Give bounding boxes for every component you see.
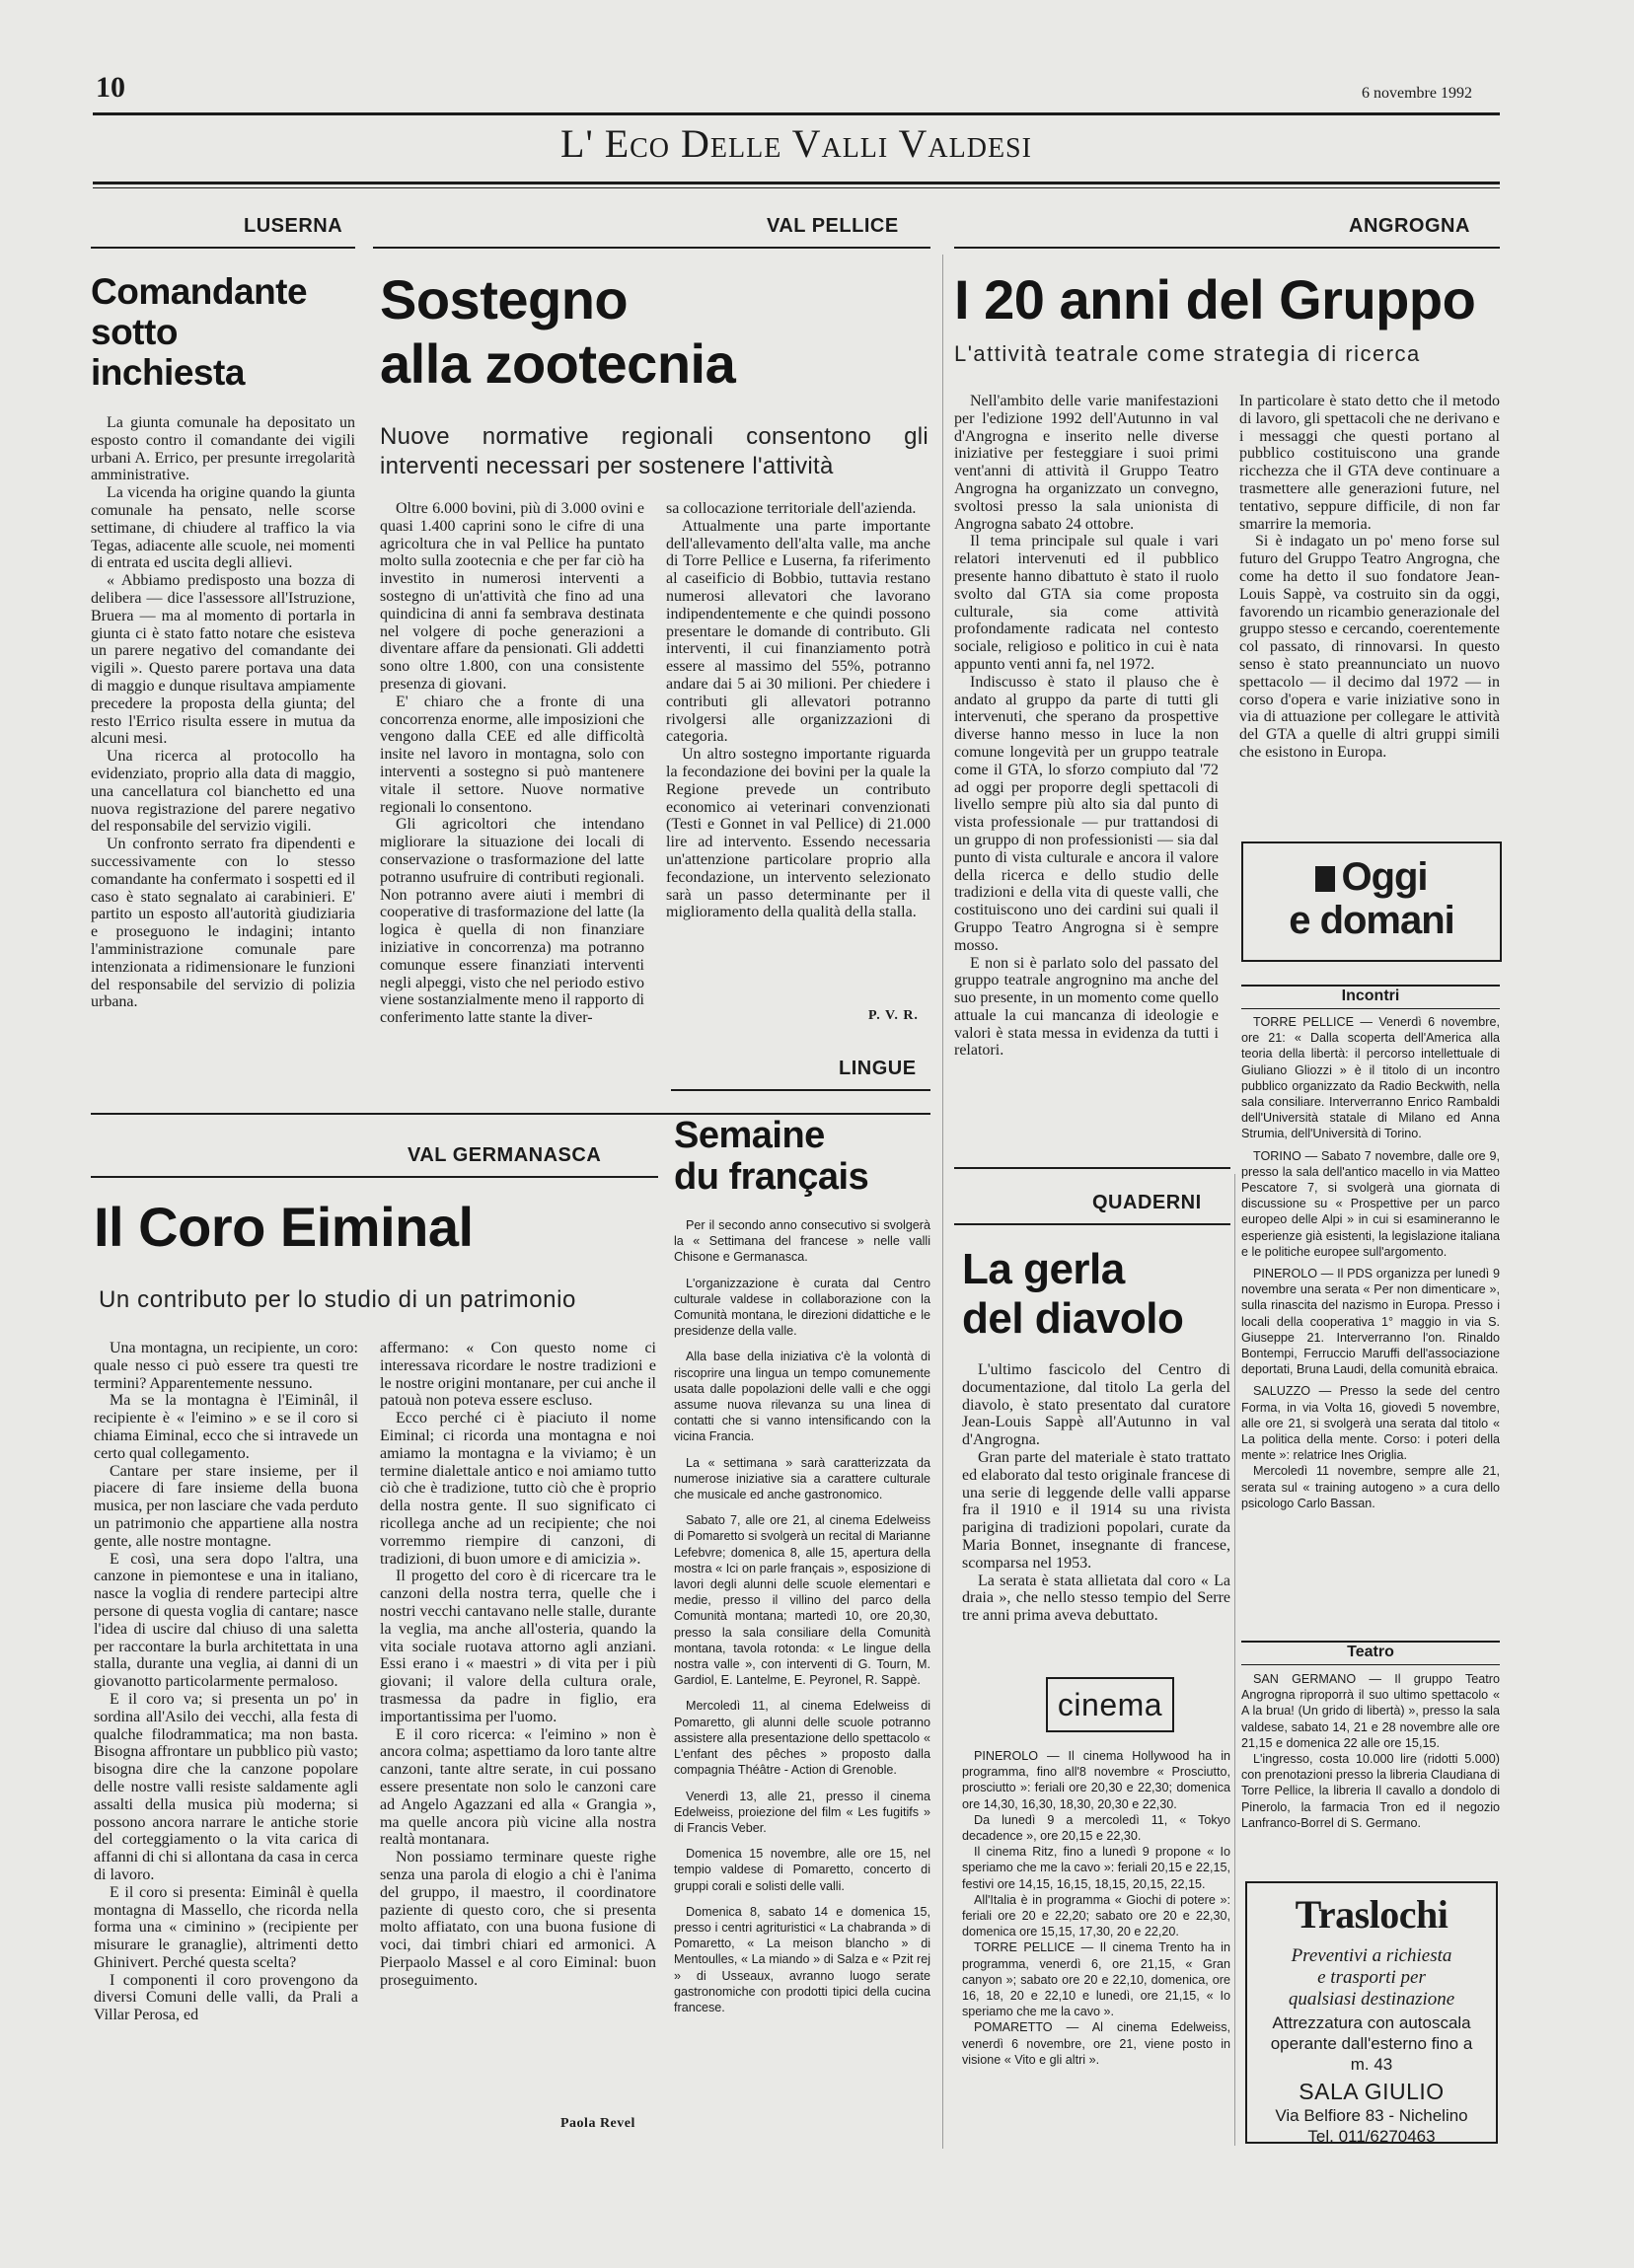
- traslochi-line: Attrezzatura con autoscala: [1272, 2013, 1471, 2032]
- coro-paragraph: Non possiamo terminare queste righe senza una parola di elogio a chi è l'anima del gruppo, il maestro, il coordinatore paziente di questo coro, che si presenta molto affiatato, con una buona fusione di voci, dai timbri chiari ed armonici. A Pierpaolo Massel e al coro Eiminal: buon proseguimento.: [380, 1849, 656, 1989]
- gerla-headline-line2: del diavolo: [962, 1294, 1184, 1343]
- gerla-paragraph: Gran parte del materiale è stato trattato ed elaborato dal testo originale francese di una serie di leggende delle valli apparse fra il 1910 e il 1914 su una rivista parigina di tradizioni popolari, curate da Maria Bonnet, insegnante di francese, scomparsa nel 1953.: [962, 1448, 1230, 1572]
- gruppo-paragraph: Si è indagato un po' meno forse sul futuro del Gruppo Teatro Angrogna, che come ha detto il suo fondatore Jean-Louis Sappè, va costruito sin da oggi, favorendo un ricambio generazionale del gruppo stesso e cercando, coerentemente col passato, di rinnovarsi. In questo senso è stato preannunciato un nuovo spettacolo — il decimo dal 1972 — in corso d'opera e varie iniziative sono in via di attuazione per collegare le attività del GTA a quelle di altri gruppi simili che esistono in Europa.: [1239, 533, 1500, 761]
- cinema-list: [962, 1748, 1230, 2068]
- rule-luserna: [91, 247, 355, 249]
- cinema-item: Da lunedì 9 a mercoledì 11, « Tokyo decadence », ore 20,15 e 22,30.: [962, 1812, 1230, 1844]
- cinema-title: cinema: [1057, 1687, 1163, 1722]
- section-angrogna: ANGROGNA: [1349, 215, 1470, 237]
- zootecnia-paragraph: Gli agricoltori che intendano migliorare la situazione dei locali di conservazione o trasformazione del latte potranno usufruire di contributi regionali. Non potranno avere aiuti i membri di cooperative di trasformazione del latte (la logica è quella di non finanziare iniziative in concorrenza) ma potranno comunque essere finanziati interventi negli alpeggi, visto che nel periodo estivo viene sostanzialmente meno il rapporto di conferimento latte stante la diver-: [380, 816, 644, 1027]
- traslochi-ad: [1245, 1881, 1498, 2144]
- semaine-headline-line2: du français: [674, 1156, 869, 1198]
- traslochi-line: operante dall'esterno fino a: [1270, 2034, 1473, 2053]
- teatro-rule-top: [1241, 1641, 1500, 1643]
- semaine-paragraph: Per il secondo anno consecutivo si svolgerà la « Settimana del francese » nelle valli Chisone e Germanasca.: [674, 1218, 930, 1265]
- issue-date: 6 novembre 1992: [1362, 85, 1472, 102]
- cinema-item: TORRE PELLICE — Il cinema Trento ha in programma, venerdì 6, ore 21,15, « Gran canyon »; sabato ore 20 e 22,10, domenica, ore 16, 18, 20 e 22,10 e lunedì, ore 21,15, « Io speriamo che me la cavo ».: [962, 1940, 1230, 2019]
- incontri-item: PINEROLO — Il PDS organizza per lunedì 9 novembre una serata « Per non dimenticare », sulla rinascita del nazismo in Europa. Presso i locali della cooperativa 1° maggio in via S. Giuseppe 21. Interverranno l'on. Rinaldo Bontempi, Ferruccio Maruffi dell'associazione deportati, Bruna Laudi, della comunità ebraica.: [1241, 1267, 1500, 1377]
- incontri-header: Incontri: [1341, 988, 1400, 1004]
- zootecnia-paragraph: Oltre 6.000 bovini, più di 3.000 ovini e quasi 1.400 caprini sono le cifre di una agricoltura che in val Pellice ha puntato molto sulla zootecnia e che per far ciò ha investito in numerosi interventi a sostegno di un'attività che fino ad una quindicina di anni fa sembrava destinata nel volgere di poche generazioni a diventare affare da pensionati. Gli addetti sono oltre 1.800, con una consistente presenza di giovani.: [380, 500, 644, 693]
- coro-paragraph: E così, una sera dopo l'altra, una canzone in piemontese e una in italiano, nasce la voglia di rendere partecipi altre persone di questa voglia di cantare; nasce l'idea di uscire dal chiuso di una saletta per raccontare la burla architettata in una stalla, durante una veglia, ai danni di un giovanotto particolarmente permaloso.: [94, 1550, 358, 1691]
- column-rule: [942, 255, 943, 2149]
- zootecnia-signature: P. V. R.: [868, 1008, 919, 1023]
- zootecnia-paragraph: E' chiaro che a fronte di una concorrenza enorme, alle imposizioni che vengono dalla CEE ed alle difficoltà insite nel lavoro in montagna, solo con interventi a sostegno si può mantenere vitale il settore. Nuove normative regionali lo consentono.: [380, 693, 644, 816]
- incontri-item: TORINO — Sabato 7 novembre, dalle ore 9, presso la sala dell'antico macello in via Matteo Pescatore 7, si svolgerà una giornata di discussione su « Prospettive per un parco europeo delle Alpi » in cui si esamineranno le esperienze già esistenti, la legislazione italiana e le politiche europee sull'argomento.: [1241, 1148, 1500, 1259]
- gerla-paragraph: La serata è stata allietata dal coro « La draia », che nello stesso tempio del Serre tre anni prima aveva debuttato.: [962, 1572, 1230, 1625]
- incontri-list: [1241, 1014, 1500, 1511]
- zootecnia-subtitle: Nuove normative regionali consentono gli interventi necessari per sostenere l'attività: [380, 423, 928, 479]
- coro-subtitle: Un contributo per lo studio di un patrimonio: [99, 1286, 576, 1313]
- semaine-body: [674, 1217, 930, 2025]
- zootecnia-col2: [666, 500, 930, 921]
- gruppo-col1: [954, 393, 1219, 1060]
- traslochi-title: Traslochi: [1295, 1892, 1448, 1937]
- gruppo-paragraph: Indiscusso è stato il plauso che è andato al gruppo da parte di tutti gli intervenuti, che sperano da prospettive diverse hanno messo in luce la non comune longevità per un gruppo teatrale come il GTA, lo sforzo compiuto dal '72 ad oggi per proporre degli spettacoli di livello sempre più alto sia dal punto di vista professionale — pur trattandosi di un gruppo di non professionisti — sia dal punto di vista culturale e ancora il valore della ricerca e dello studio delle tradizioni e della vita di queste valli, che costituiscono uno dei cardini sui quali il Gruppo Teatro Angrogna si è sempre mosso.: [954, 673, 1219, 954]
- traslochi-name: SALA GIULIO: [1299, 2079, 1445, 2104]
- luserna-body: [91, 414, 355, 1011]
- gruppo-col2: [1239, 393, 1500, 762]
- luserna-paragraph: « Abbiamo predisposto una bozza di delibera — dice l'assessore all'Istruzione, Bruera — ma al momento di portarla in giunta ci è stato fatto notare che esisteva un parere negativo del comandante dei vigili ». Questo parere portava una data di maggio e dunque risultava ampiamente precedere la proposta della giunta; del resto l'Errico risulta essere in mutua da alcuni mesi.: [91, 572, 355, 748]
- cinema-item: PINEROLO — Il cinema Hollywood ha in programma, fino all'8 novembre « Prosciutto, prosciutto »: feriali ore 20,30 e 22,30; domenica ore 14,30, 16,30, 18,30, 20,30 e 22,30.: [962, 1749, 1230, 1811]
- masthead-rule-bottom-thin: [93, 187, 1500, 188]
- masthead-rule-bottom: [93, 182, 1500, 184]
- teatro-header: Teatro: [1347, 1644, 1394, 1660]
- traslochi-phone: Tel. 011/6270463: [1307, 2127, 1436, 2146]
- column-rule: [1234, 1174, 1235, 2146]
- semaine-paragraph: Mercoledì 11, al cinema Edelweiss di Pomaretto, gli alunni delle scuole potranno assistere alla presentazione dello spettacolo « L'enfant des pêches » proposto dalla compagnia Théâtre - Action di Grenoble.: [674, 1699, 930, 1778]
- rule-val-germanasca: [91, 1176, 658, 1178]
- semaine-paragraph: La « settimana » sarà caratterizzata da numerose iniziative sia a carattere culturale che musicale ed anche gastronomico.: [674, 1455, 930, 1502]
- traslochi-line: e trasporti per: [1317, 1967, 1426, 1988]
- traslochi-line: Preventivi a richiesta: [1291, 1945, 1452, 1966]
- coro-paragraph: Il progetto del coro è di ricercare tra le canzoni della nostra terra, quelle che i nostri vecchi cantavano nelle stalle, durante la veglia, ma anche all'osteria, quando la vita sociale ruotava attorno agli anziani. Essi erano i « maestri » di vita per i più giovani; il valore della cultura orale, trasmessa da padre in figlio, era importantissima per l'uomo.: [380, 1568, 656, 1725]
- cinema-box: [1046, 1677, 1174, 1732]
- traslochi-address: Via Belfiore 83 - Nichelino: [1275, 2106, 1468, 2125]
- square-bullet-icon: [1315, 866, 1335, 892]
- oggi-domani-box: [1241, 841, 1502, 962]
- rule-quaderni: [954, 1223, 1230, 1225]
- rule-val-pellice: [373, 247, 930, 249]
- coro-paragraph: E il coro va; si presenta un po' in sordina all'Asilo dei vecchi, alla festa di qualche filodrammatica; ma non basta. Bisogna affrontare un pubblico più vasto; bisogna dire che la canzone popolare delle nostre valli resiste saldamente agli assalti della musica più moderna; si possono ancora narrare le antiche storie del corteggiamento o la vita carica di affanni di chi si allontana da casa in cerca di lavoro.: [94, 1690, 358, 1883]
- incontri-item: SALUZZO — Presso la sede del centro Forma, in via Volta 16, giovedì 5 novembre, alle ore 21, si svolgerà una serata dal titolo « La politica della mente. Corso: i poteri della mente »: relatrice Ines Origlia.: [1241, 1384, 1500, 1463]
- coro-signature: Paola Revel: [560, 2116, 635, 2131]
- semaine-paragraph: Venerdì 13, alle 21, presso il cinema Edelweiss, proiezione del film « Les fugitifs » di Francis Veber.: [674, 1789, 930, 1835]
- rule-angrogna: [954, 247, 1500, 249]
- gerla-headline-line1: La gerla: [962, 1245, 1125, 1293]
- traslochi-line: qualsiasi destinazione: [1288, 1989, 1455, 2010]
- gruppo-paragraph: In particolare è stato detto che il metodo di lavoro, gli spettacoli che ne derivano e i messaggi che questi portano al pubblico costituiscono una grande ricchezza che il GTA deve continuare a trasmettere alle generazioni future, nel tentativo, seppure difficile, di non far smarrire la memoria.: [1239, 393, 1500, 533]
- coro-col1: [94, 1340, 358, 2024]
- section-lingue: LINGUE: [839, 1058, 917, 1079]
- coro-paragraph: E il coro ricerca: « l'eimino » non è ancora colma; aspettiamo da loro tante altre canzoni, tante altre serate, in cui possano essere presentate non solo le canzoni care ad Angelo Agazzani ed alla « Grangia », ma quelle ancora più vicine alla nostra realtà montanara.: [380, 1725, 656, 1849]
- zootecnia-col1: [380, 500, 644, 1027]
- coro-paragraph: I componenti il coro provengono da diversi Comuni delle valli, da Prali a Villar Perosa, ed: [94, 1971, 358, 2024]
- oggi-label: Oggi: [1341, 855, 1428, 899]
- semaine-paragraph: Domenica 8, sabato 14 e domenica 15, presso i centri agrituristici « La chabranda » di Pomaretto, « La meison blancho » di Mentoulles, « La miando » di Salza e « Pzit rej » di Usseaux, avranno luogo serate gastronomiche con prodotti tipici della cucina francese.: [674, 1904, 930, 2014]
- incontri-item: TORRE PELLICE — Venerdì 6 novembre, ore 21: « Dalla scoperta dell'America alla teoria della libertà: il percorso intellettuale di Giuliano Gliozzi » è il titolo di un incontro pubblico organizzato da Radio Beckwith, nella sala consiliare. Interverranno Enrico Rambaldi dell'Università statale di Milano ed Anna Strumia, dell'Università di Torino.: [1241, 1015, 1500, 1141]
- section-val-pellice: VAL PELLICE: [767, 215, 899, 237]
- semaine-paragraph: Domenica 15 novembre, alle ore 15, nel tempio valdese di Pomaretto, concerto di gruppi corali e solisti delle valli.: [674, 1847, 930, 1893]
- semaine-paragraph: Sabato 7, alle ore 21, al cinema Edelweiss di Pomaretto si svolgerà un recital di Marianne Lefebvre; domenica 8, alle 15, apertura della mostra « Ici on parle français », esposizione di lavori degli alunni delle scuole elementari e medie, presso il villino del parco della Comunità montana; martedì 10, ore 20,30, presso la sala consiliare della Comunità montana, tavola rotonda: « Le lingue della nostra valle », con interventi di G. Tourn, M. Gardiol, E. Lantelme, E. Peyronel, R. Sappè.: [674, 1513, 930, 1688]
- incontri-item: Mercoledì 11 novembre, sempre alle 21, serata sul « training autogeno » a cura dello psicologo Carlo Bassan.: [1241, 1464, 1500, 1510]
- teatro-item: SAN GERMANO — Il gruppo Teatro Angrogna riproporrà il suo ultimo spettacolo « A la brua! (Un grido di libertà) », presso la sala valdese, sabato 14, 21 e 28 novembre alle ore 21,15 e domenica 22 alle ore 15,15.: [1241, 1672, 1500, 1750]
- teatro-rule-bottom: [1241, 1664, 1500, 1665]
- luserna-paragraph: Una ricerca al protocollo ha evidenziato, proprio alla data di maggio, una cancellatura col bianchetto ed una nuova registrazione del parere negativo del responsabile del servizio vigili.: [91, 748, 355, 836]
- semaine-headline-line1: Semaine: [674, 1115, 825, 1156]
- page-number: 10: [96, 71, 125, 104]
- cinema-item: All'Italia è in programma « Giochi di potere »: feriali ore 20 e 22,20; sabato ore 20 e 22,30, domenica ore 15,15, 17,30, 20 e 22,20.: [962, 1892, 1230, 1939]
- semaine-paragraph: L'organizzazione è curata dal Centro culturale valdese in collaborazione con la Comunità montana, le direzioni didattiche e le presidenze della valle.: [674, 1276, 930, 1339]
- coro-headline: Il Coro Eiminal: [94, 1196, 474, 1258]
- coro-paragraph: affermano: « Con questo nome ci interessava ricordare le nostre tradizioni e le nostre origini montanare, per cui anche il patouà non poteva essere escluso.: [380, 1340, 656, 1410]
- gruppo-paragraph: Nell'ambito delle varie manifestazioni per l'edizione 1992 dell'Autunno in val d'Angrogna e inserito nelle diverse iniziative per festeggiare i suoi primi vent'anni di attività il Gruppo Teatro Angrogna ha organizzato un convegno, svoltosi presso la sala unionista di Angrogna sabato 24 ottobre.: [954, 393, 1219, 533]
- gerla-body: [962, 1361, 1230, 1625]
- semaine-paragraph: Alla base della iniziativa c'è la volontà di riscoprire una lingua un tempo comunemente usata dalle popolazioni delle valli e che oggi assume nuova rilevanza su una linea di contatti che si vanno intensificando con la vicina Francia.: [674, 1350, 930, 1444]
- cinema-item: Il cinema Ritz, fino a lunedì 9 propone « Io speriamo che me la cavo »: feriali 20,15 e 22,15, festivi ore 14,15, 16,15, 18,15, 20,15, 22,15.: [962, 1845, 1230, 1891]
- zootecnia-paragraph: Un altro sostegno importante riguarda la fecondazione dei bovini per la quale la Regione prevede un contributo economico ai veterinari convenzionati (Testi e Gonnet in val Pellice) di 21.000 lire ad intervento. Essendo necessaria un'attenzione particolare proprio alla fecondazione, un intervento selezionato sarà un passo determinante per il miglioramento della qualità della stalla.: [666, 746, 930, 921]
- luserna-paragraph: La vicenda ha origine quando la giunta comunale ha pensato, nelle scorse settimane, di chiudere al traffico la via Tegas, adiacente alle scuole, nei momenti di entrata ed uscita degli allievi.: [91, 484, 355, 572]
- newspaper-title: L' Eco Delle Valli Valdesi: [560, 121, 1032, 166]
- zootecnia-headline-line1: Sostegno: [380, 268, 629, 330]
- teatro-list: [1241, 1671, 1500, 1831]
- luserna-paragraph: Un confronto serrato fra dipendenti e successivamente con lo stesso comandante ha confermato i sospetti ed il caso è stato segnalato ai carabinieri. E' partito un esposto all'autorità giudiziaria e proseguono le indagini; intanto l'amministrazione comunale pare intenzionata a ridimensionare le funzioni del responsabile del servizio di polizia urbana.: [91, 836, 355, 1011]
- zootecnia-paragraph: Attualmente una parte importante dell'allevamento dell'alta valle, ma anche di Torre Pellice e Luserna, fa riferimento al caseificio di Bobbio, tuttavia restano numerosi allevatori che lavorano indipendentemente e che quindi possono presentare le domande di contributo. Gli interventi, il cui finanziamento potrà essere al massimo del 55%, potranno andare dai 5 ai 30 milioni. Per chiedere i contributi gli allevatori potranno rivolgersi alle organizzazioni di categoria.: [666, 517, 930, 746]
- coro-col2: [380, 1340, 656, 1989]
- coro-paragraph: Ma se la montagna è l'Eiminâl, il recipiente è « l'eimino » e se il coro si chiama Eiminal, ecco che si intravede un certo qual collegamento.: [94, 1392, 358, 1462]
- gruppo-headline: I 20 anni del Gruppo: [954, 268, 1476, 330]
- coro-paragraph: E il coro si presenta: Eiminâl è quella montagna di Massello, che ricorda nella forma una « ciminino » (recipiente per misurare le granaglie), altrimenti detto Ghinivert. Perché questa scelta?: [94, 1883, 358, 1971]
- masthead-rule-top: [93, 112, 1500, 115]
- gruppo-paragraph: E non si è parlato solo del passato del gruppo teatrale angrognino ma anche del suo presente, in un momento come quello attuale la cui mancanza di ideologie e valori è stata messa in evidenza da tutti i relatori.: [954, 954, 1219, 1060]
- gruppo-paragraph: Il tema principale sul quale i vari relatori intervenuti ed il pubblico presente hanno dibattuto è stato il ruolo svolto dal GTA sia come proposta culturale, sia come attività profondamente radicata nel contesto sociale, religioso e politico in cui è nata appunto venti anni fa, nel 1972.: [954, 533, 1219, 673]
- cinema-item: POMARETTO — Al cinema Edelweiss, venerdì 6 novembre, ore 21, viene posto in visione « Vito e gli altri ».: [962, 2020, 1230, 2067]
- traslochi-line: m. 43: [1350, 2055, 1393, 2074]
- zootecnia-paragraph: sa collocazione territoriale dell'azienda.: [666, 500, 917, 517]
- section-quaderni: QUADERNI: [1092, 1192, 1202, 1213]
- rule-lingue: [671, 1089, 930, 1091]
- coro-paragraph: Una montagna, un recipiente, un coro: quale nesso ci può essere tra questi tre termini? Apparentemente nessuno.: [94, 1340, 358, 1392]
- teatro-item: L'ingresso, costa 10.000 lire (ridotti 5.000) con prenotazioni presso la libreria Claudiana di Torre Pellice, la libreria Il cavallo a dondolo di Pinerolo, la farmacia Tron ed il negozio Lanfranco-Borrel di S. Germano.: [1241, 1752, 1500, 1830]
- incontri-rule-bottom: [1241, 1008, 1500, 1009]
- gerla-paragraph: L'ultimo fascicolo del Centro di documentazione, dal titolo La gerla del diavolo, è stato presentato dal curatore Jean-Louis Sappè all'Autunno in val d'Angrogna.: [962, 1361, 1230, 1449]
- section-val-germanasca: VAL GERMANASCA: [408, 1144, 602, 1166]
- coro-paragraph: Ecco perché ci è piaciuto il nome Eiminal; ci ricorda una montagna e noi amiamo la montagna e la viviamo; è un termine dialettale antico e noi amiamo tutto ciò che è tradizione, tutto ciò che è proprio della nostra gente. Il suo significato ci ricollega anche ad un recipiente; che noi vorremmo riempire di canzoni, di tradizioni, di buon umore e di amicizia ».: [380, 1410, 656, 1568]
- coro-paragraph: Cantare per stare insieme, per il piacere di fare insieme della buona musica, per non lasciare che vada perduto un patrimonio che appartiene alla nostra gente, alle nostre montagne.: [94, 1462, 358, 1550]
- gruppo-subtitle: L'attività teatrale come strategia di ricerca: [954, 341, 1421, 366]
- luserna-headline: Comandante sotto inchiesta: [91, 271, 308, 393]
- luserna-paragraph: La giunta comunale ha depositato un esposto contro il comandante dei vigili urbani A. Errico, per presunte irregolarità amministrative.: [91, 414, 355, 484]
- oggi-domani-title-line2: e domani: [1289, 899, 1454, 942]
- oggi-domani-title-line1: [1243, 855, 1500, 899]
- section-luserna: LUSERNA: [244, 215, 343, 237]
- zootecnia-headline-line2: alla zootecnia: [380, 332, 736, 395]
- rule-above-quaderni: [954, 1167, 1230, 1169]
- incontri-rule-top: [1241, 985, 1500, 987]
